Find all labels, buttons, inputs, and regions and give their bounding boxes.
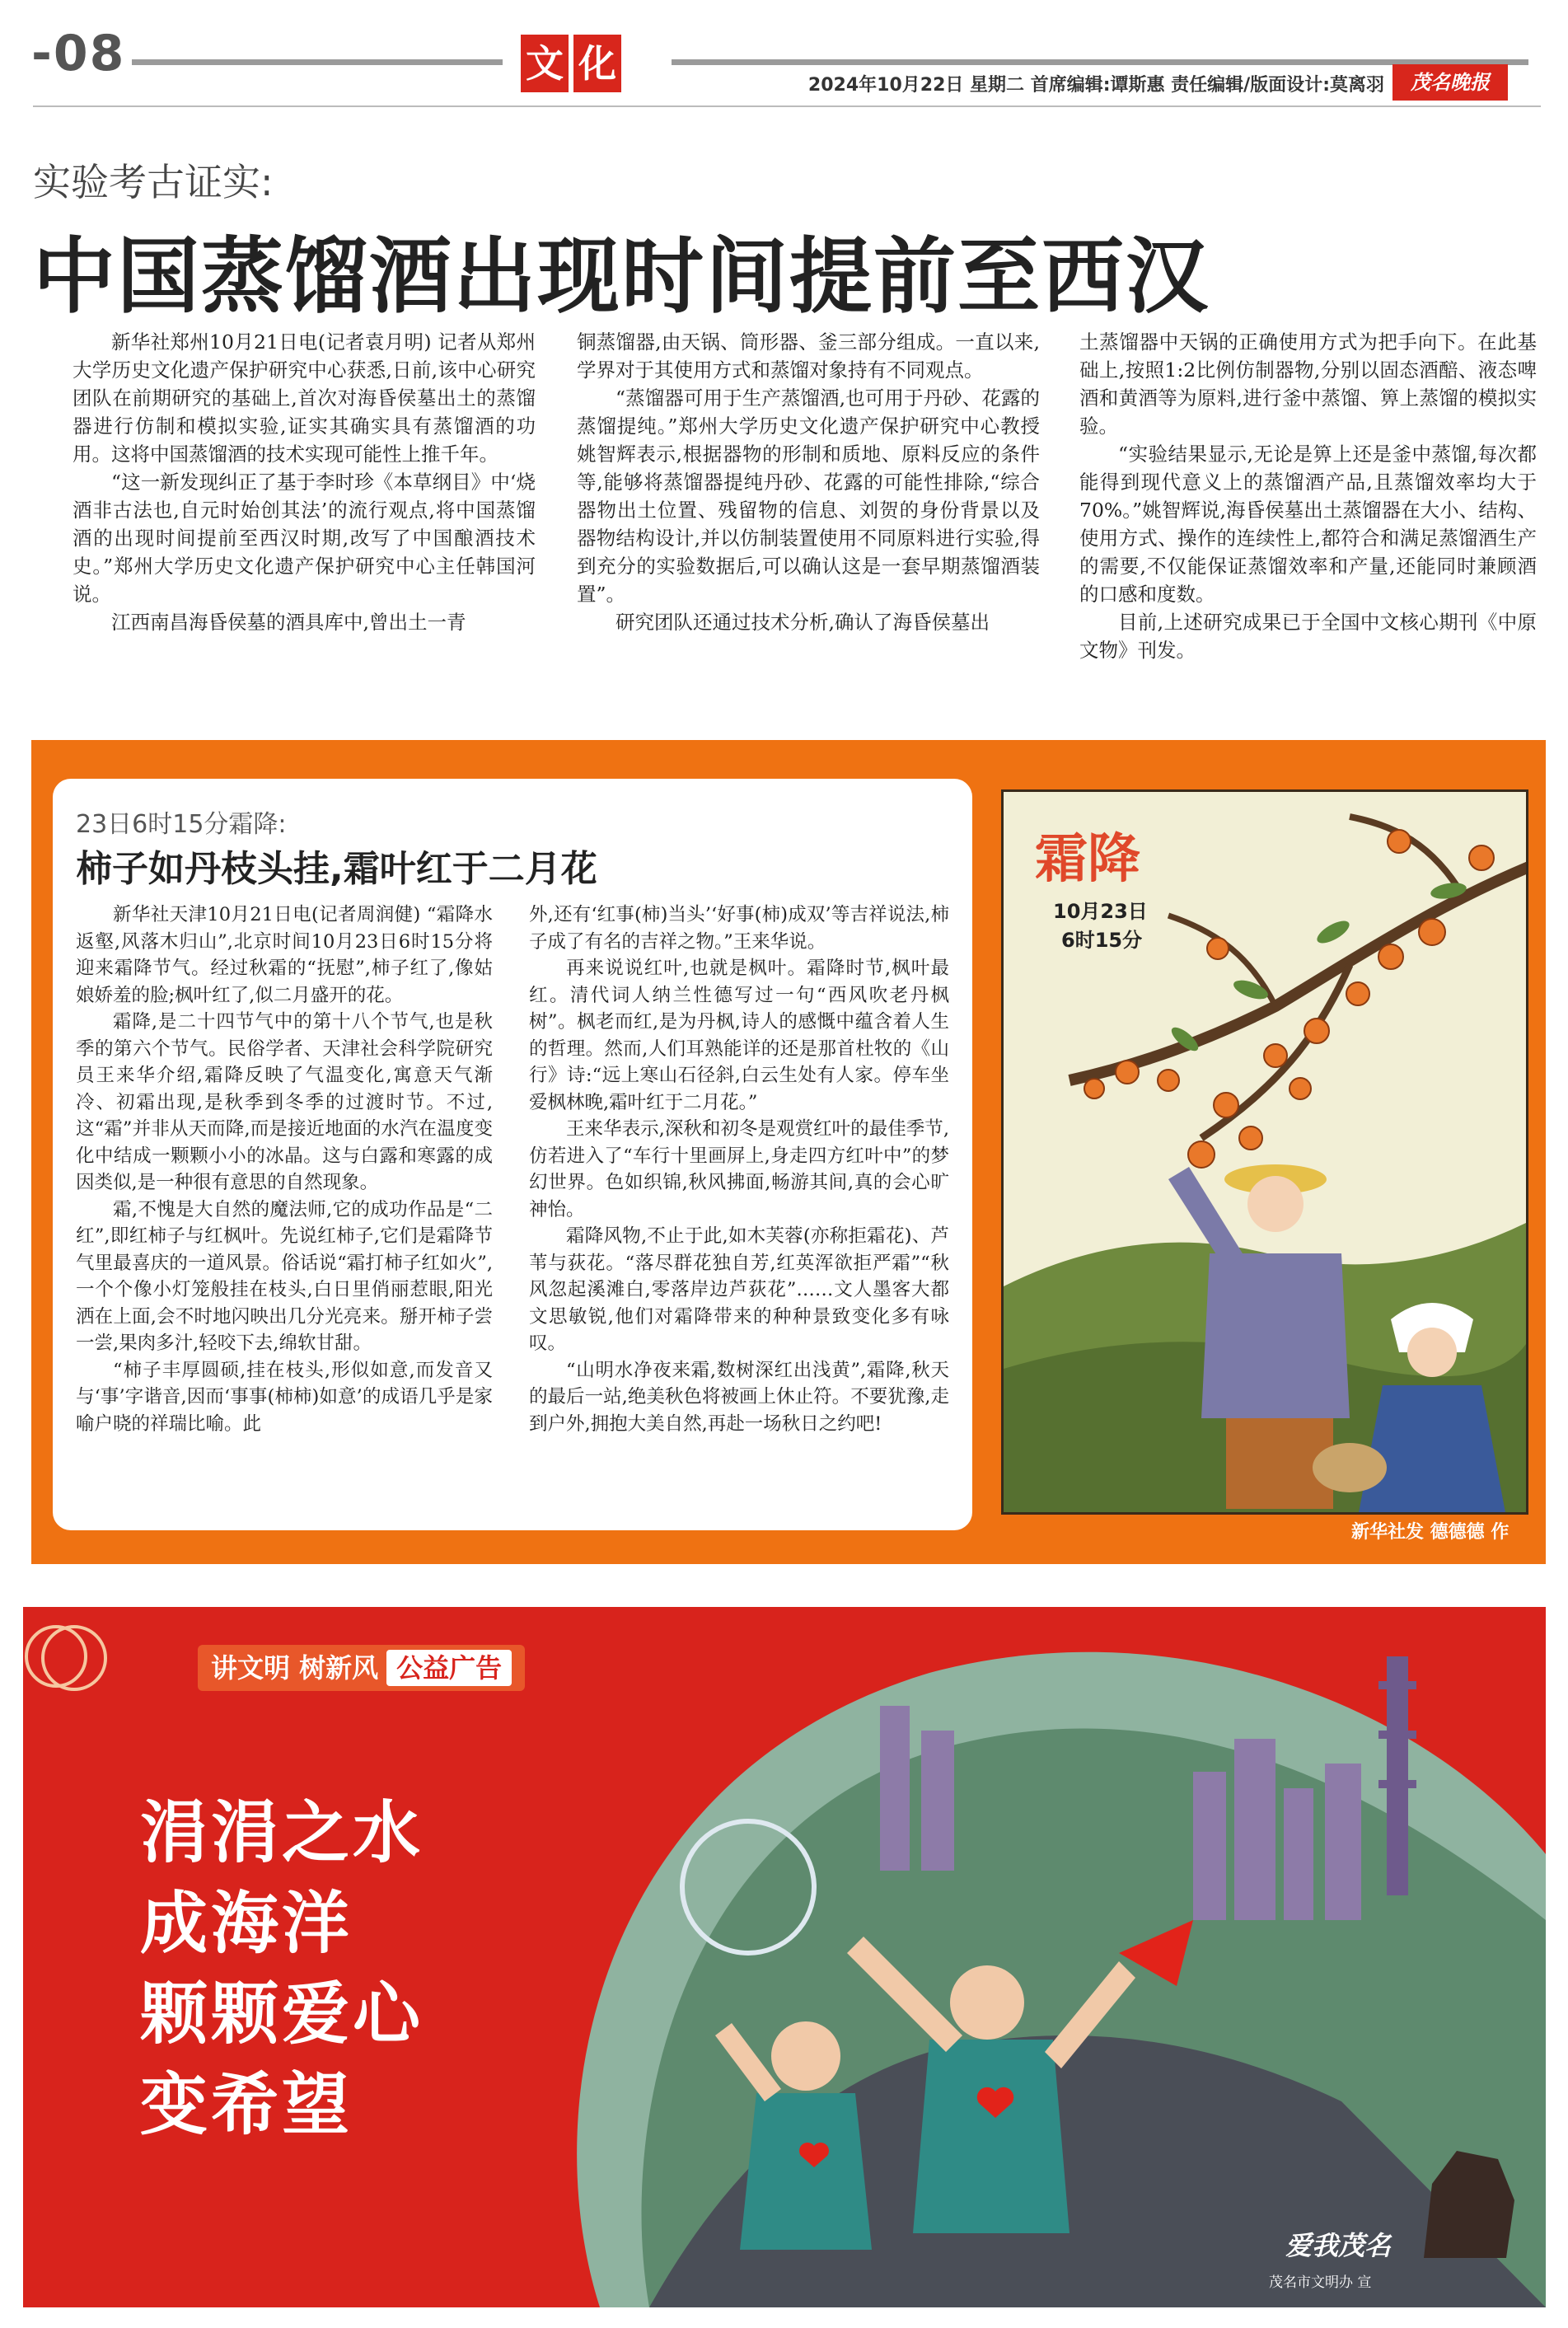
section-label	[521, 35, 621, 92]
article2-kicker: 23日6时15分霜降:	[76, 810, 287, 839]
slogan-line: 涓涓之水	[140, 1794, 424, 1872]
paragraph: 土蒸馏器中天锅的正确使用方式为把手向下。在此基础上,按照1:2比例仿制器物,分别以固态酒醅、液态啤酒和黄酒等为原料,进行釜中蒸馏、箅上蒸馏的模拟实验。	[1079, 330, 1537, 438]
article2-headline: 柿子如丹枝头挂,霜叶红于二月花	[76, 848, 597, 890]
ad-slogan	[140, 1788, 424, 2151]
slogan-line: 颗颗爱心	[140, 1975, 424, 2054]
paragraph: “蒸馏器可用于生产蒸馏酒,也可用于丹砂、花露的蒸馏提纯。”郑州大学历史文化遗产保护研究中心教授姚智辉表示,根据器物的形制和质地、原料反应的条件等,能够将蒸馏器提纯丹砂、花露的可能性排除,“综合器物出土位置、残留物的信息、刘贺的身份背景以及器物结构设计,并以仿制装置使用不同原料进行实验,得到充分的实验数据后,可以确认这是一套早期蒸馏酒装置”。	[577, 386, 1040, 606]
paragraph: 王来华表示,深秋和初冬是观赏红叶的最佳季节,仿若进入了“车行十里画屏上,身走四方红叶中”的梦幻世界。色如织锦,秋风拂面,畅游其间,真的会心旷神怡。	[529, 1118, 949, 1220]
illustration-title: 霜降	[1035, 828, 1140, 890]
paragraph: 新华社天津10月21日电(记者周润健) “霜降水返壑,风落木归山”,北京时间10月23日6时15分将迎来霜降节气。经过秋霜的“抚慰”,柿子红了,像姑娘娇羞的脸;枫叶红了,似二月盛开的花。	[76, 904, 493, 1006]
illustration-credit: 新华社发 德德德 作	[1351, 1522, 1509, 1543]
paragraph: 再来说说红叶,也就是枫叶。霜降时节,枫叶最红。清代词人纳兰性德写过一句“西风吹老丹枫树”。枫老而红,是为丹枫,诗人的感慨中蕴含着人生的哲理。然而,人们耳熟能详的还是那首杜牧的《山行》诗:“远上寒山石径斜,白云生处有人家。停车坐爱枫林晚,霜叶红于二月花。”	[529, 958, 949, 1113]
illustration-time: 6时15分	[1061, 929, 1143, 952]
article1-column-3	[1079, 328, 1537, 664]
page-number: -08	[31, 25, 126, 82]
frost-descent-illustration	[1001, 789, 1528, 1515]
article1-column-2	[577, 328, 1040, 636]
article1-headline: 中国蒸馏酒出现时间提前至西汉	[33, 228, 1210, 325]
paragraph: 霜降风物,不止于此,如木芙蓉(亦称拒霜花)、芦苇与荻花。“落尽群花独自芳,红英浑欲拒严霜”“秋风忽起溪滩白,零落岸边芦荻花”……文人墨客大都文思敏锐,他们对霜降带来的种种景致变化多有咏叹。	[529, 1225, 949, 1354]
dateline: 2024年10月22日 星期二 首席编辑:谭斯惠 责任编辑/版面设计:莫离羽	[807, 75, 1384, 96]
paragraph: “柿子丰厚圆硕,挂在枝头,形似如意,而发音又与‘事’字谐音,因而‘事事(柿柿)如意’的成语几乎是家喻户晓的祥瑞比喻。此	[76, 1359, 493, 1435]
illustration-date: 10月23日	[1053, 900, 1148, 923]
divider	[33, 105, 1541, 107]
paragraph: 研究团队还通过技术分析,确认了海昏侯墓出	[615, 611, 990, 634]
paragraph: 霜,不愧是大自然的魔法师,它的成功作品是“二红”,即红柿子与红枫叶。先说红柿子,它们是霜降节气里最喜庆的一道风景。俗话说“霜打柿子红如火”,一个个像小灯笼般挂在枝头,白日里俏丽惹眼,阳光洒在上面,会不时地闪映出几分光亮来。掰开柿子尝一尝,果肉多汁,轻咬下去,绵软甘甜。	[76, 1198, 493, 1354]
article1-column-1	[73, 328, 536, 636]
slogan-line: 变希望	[140, 2066, 353, 2144]
ad-badge	[198, 1645, 525, 1691]
ad-badge-tag: 公益广告	[386, 1650, 512, 1686]
ad-footer: 茂名市文明办 宣	[1269, 2274, 1372, 2291]
paragraph: 霜降,是二十四节气中的第十八个节气,也是秋季的第六个节气。民俗学者、天津社会科学院研究员王来华介绍,霜降反映了气温变化,寓意天气渐冷、初霜出现,是秋季到冬季的过渡时节。不过,这“霜”并非从天而降,而是接近地面的水汽在温度变化中结成一颗颗小小的冰晶。这与白露和寒露的成因类似,是一种很有意思的自然现象。	[76, 1011, 493, 1193]
civilization-emblem-icon	[41, 1625, 107, 1691]
paragraph: “山明水净夜来霜,数树深红出浅黄”,霜降,秋天的最后一站,绝美秋色将被画上休止符。不要犹豫,走到户外,拥抱大美自然,再赴一场秋日之约吧!	[529, 1359, 949, 1435]
paragraph: 外,还有‘红事(柿)当头’‘好事(柿)成双’等吉祥说法,柿子成了有名的吉祥之物。”王来华说。	[529, 904, 949, 953]
paragraph: 目前,上述研究成果已于全国中文核心期刊《中原文物》刊发。	[1079, 611, 1537, 662]
header-rule-left	[132, 59, 503, 65]
article2-column-1	[76, 902, 493, 1437]
ad-badge-text: 讲文明 树新风	[211, 1652, 379, 1684]
paragraph: 铜蒸馏器,由天锅、筒形器、釜三部分组成。一直以来,学界对于其使用方式和蒸馏对象持有不同观点。	[577, 330, 1040, 382]
paragraph: “实验结果显示,无论是箅上还是釜中蒸馏,每次都能得到现代意义上的蒸馏酒产品,且蒸馏效率均大于70%。”姚智辉说,海昏侯墓出土蒸馏器在大小、结构、使用方式、操作的连续性上,都符合和满足蒸馏酒生产的需要,不仅能保证蒸馏效率和产量,还能同时兼顾酒的口感和度数。	[1079, 443, 1537, 606]
paragraph: 新华社郑州10月21日电(记者袁月明) 记者从郑州大学历史文化遗产保护研究中心获悉,日前,该中心研究团队在前期研究的基础上,首次对海昏侯墓出土的蒸馏器进行仿制和模拟实验,证实其确实具有蒸馏酒的功用。这将中国蒸馏酒的技术实现可能性上推千年。	[73, 330, 536, 466]
article1-kicker: 实验考古证实:	[33, 160, 274, 204]
article2-column-2	[529, 902, 949, 1437]
section-char: 化	[573, 35, 621, 92]
paragraph: 江西南昌海昏侯墓的酒具库中,曾出土一青	[111, 611, 466, 634]
ad-signature: 爱我茂名	[1285, 2230, 1392, 2261]
paragraph: “这一新发现纠正了基于李时珍《本草纲目》中‘烧酒非古法也,自元时始创其法’的流行观点,将中国蒸馏酒的出现时间提前至西汉时期,改写了中国酿酒技术史。”郑州大学历史文化遗产保护研究中心主任韩国河说。	[73, 471, 536, 606]
section-char: 文	[521, 35, 569, 92]
slogan-line: 成海洋	[140, 1885, 353, 1963]
newspaper-logo: 茂名晚报	[1392, 64, 1508, 101]
